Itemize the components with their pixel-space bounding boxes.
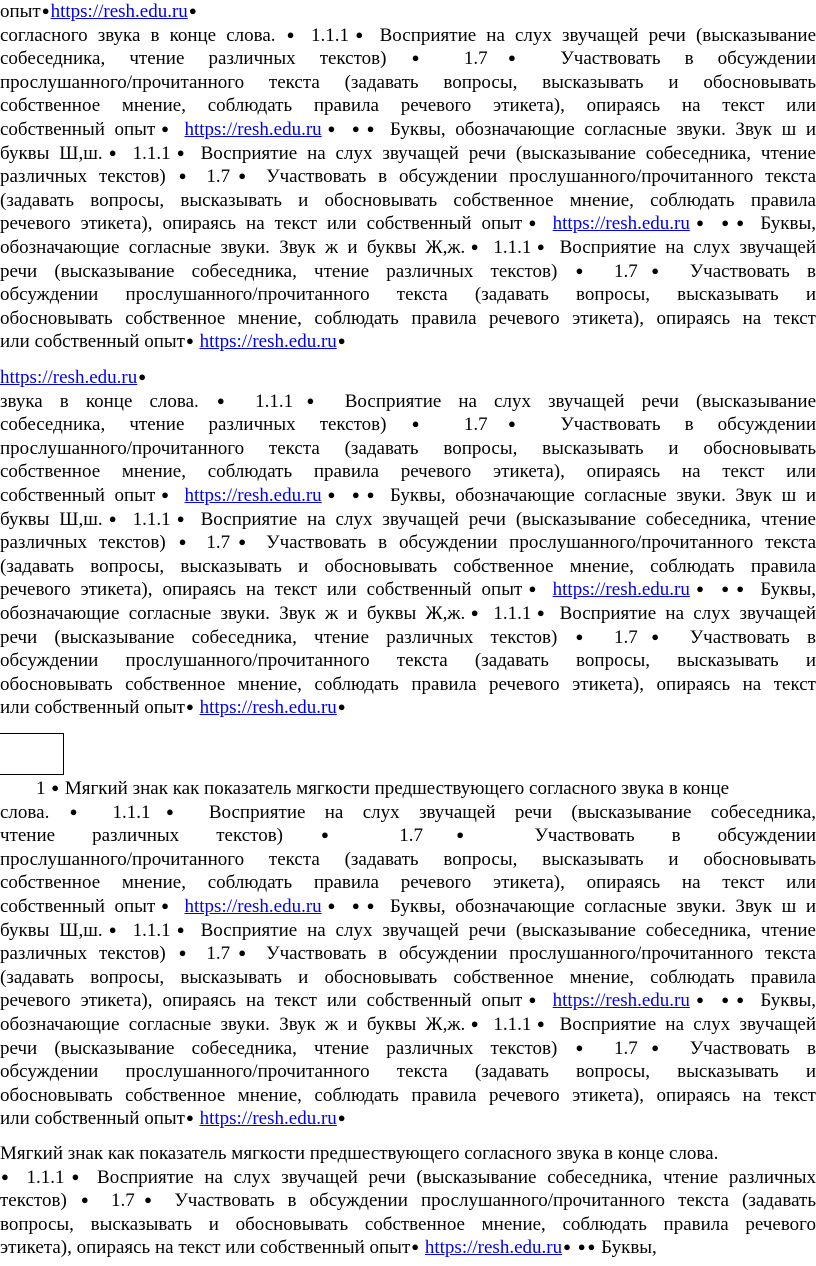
- text-segment: [543, 990, 553, 1011]
- text-segment: речи (высказывание собеседника, чтение различных текстов): [0, 260, 575, 282]
- text-segment: Участвовать в обсуждении: [497, 825, 816, 847]
- text-segment: обозначающие согласные звуки. Звук ж и буквы Ж,ж.: [0, 1013, 466, 1035]
- text-segment: [572, 1237, 577, 1258]
- text-segment: Буквы, обозначающие согласные звуки. Звук ш и: [380, 484, 816, 506]
- bullet-icon: ●: [322, 120, 341, 136]
- text-segment: 1.1.1: [238, 390, 294, 412]
- text-segment: этикета), опираясь на текст или собственный опыт: [0, 1237, 411, 1259]
- text-segment: Участвовать в обсуждении: [536, 414, 816, 436]
- bullet-icon: ●: [337, 699, 346, 715]
- bullet-icon: ●: [411, 50, 439, 66]
- resh-link[interactable]: https://resh.edu.ru: [184, 484, 322, 506]
- text-segment: собственный опыт: [0, 484, 156, 506]
- bullet-icon: ●: [523, 215, 542, 231]
- text-segment: Участвовать в: [672, 1037, 816, 1059]
- text-segment: буквы Ш,ш.: [0, 142, 103, 164]
- bullet-icon: ●: [532, 604, 550, 620]
- text-segment: буквы Ш,ш.: [0, 508, 103, 530]
- text-segment: собеседника, чтение различных текстов): [0, 414, 411, 436]
- text-segment: 1.7: [439, 48, 488, 70]
- bullet-icon: ●: [575, 262, 596, 278]
- text-segment: прослушанного/прочитанного текста (задавать вопросы, высказывать и обосновывать: [0, 71, 816, 93]
- text-segment: [710, 213, 720, 234]
- bullet-icon: ●: [178, 534, 194, 550]
- text-line: [0, 989, 816, 1013]
- text-line: [0, 1084, 816, 1108]
- bullet-icon: ●: [638, 628, 672, 644]
- text-line: [0, 212, 816, 236]
- text-segment: собственное мнение, соблюдать правила речевого этикета), опираясь на текст или: [0, 872, 816, 894]
- text-line: [0, 1189, 816, 1213]
- bullet-icon: ●: [185, 333, 194, 349]
- text-segment: буквы Ш,ш.: [0, 919, 103, 941]
- text-segment: 1.1.1: [15, 1166, 65, 1188]
- bullet-icon: ●: [466, 1015, 484, 1031]
- text-segment: собственный опыт: [0, 118, 156, 140]
- text-segment: [46, 778, 51, 799]
- text-segment: обосновывать собственное мнение, соблюдать правила речевого этикета), опираясь на текст: [0, 307, 816, 329]
- bullet-icon: ●: [65, 1168, 86, 1184]
- text-line: [0, 649, 816, 673]
- bullet-icon: ●: [185, 699, 194, 715]
- text-line: [0, 484, 816, 508]
- bullet-icon: ●: [231, 945, 254, 961]
- bullet-icon: ●: [178, 945, 194, 961]
- text-segment: прослушанного/прочитанного текста (задавать вопросы, высказывать и обосновывать: [0, 437, 816, 459]
- text-segment: речевого этикета), опираясь на текст или собственный опыт: [0, 579, 523, 601]
- text-segment: [341, 485, 351, 506]
- text-segment: обсуждении прослушанного/прочитанного текста (задавать вопросы, высказывать и: [0, 284, 816, 306]
- bullet-icon: ●: [322, 897, 341, 913]
- bullet-icon: ●: [721, 215, 735, 231]
- text-segment: 1.7: [194, 943, 231, 965]
- bullet-icon: ●: [351, 120, 365, 136]
- text-line: [0, 0, 816, 24]
- text-segment: текстов): [0, 1190, 80, 1212]
- bullet-icon: ●: [138, 369, 147, 384]
- text-line: [0, 437, 816, 461]
- text-segment: слова.: [0, 801, 69, 823]
- text-line: [0, 531, 816, 555]
- text-line: [0, 1013, 816, 1037]
- resh-link[interactable]: https://resh.edu.ru: [424, 1237, 563, 1259]
- bullet-icon: ●: [575, 1039, 596, 1055]
- text-line: [0, 1107, 816, 1131]
- text-segment: [341, 119, 351, 140]
- bullet-icon: ●: [41, 3, 50, 18]
- text-line: [0, 118, 816, 142]
- text-segment: 1.1.1: [93, 801, 151, 823]
- bullet-icon: ●: [103, 921, 122, 937]
- text-segment: звука в конце слова.: [0, 390, 216, 412]
- text-line: [0, 555, 816, 579]
- bullet-icon: ●: [171, 921, 190, 937]
- bullet-icon: ●: [322, 486, 341, 502]
- text-segment: Восприятие на слух звучащей речи (высказывание: [369, 24, 816, 46]
- bullet-icon: ●: [587, 1239, 596, 1255]
- text-segment: различных текстов): [0, 166, 178, 188]
- text-segment: (задавать вопросы, высказывать и обосновывать собственное мнение, соблюдать правила: [0, 189, 816, 211]
- bullet-icon: ●: [411, 1239, 420, 1255]
- text-line: [0, 1213, 816, 1237]
- bullet-icon: ●: [351, 897, 365, 913]
- text-line: [0, 71, 816, 95]
- bullet-icon: ●: [577, 1239, 586, 1255]
- text-segment: (задавать вопросы, высказывать и обосновывать собственное мнение, соблюдать правила: [0, 966, 816, 988]
- bullet-icon: ●: [721, 992, 735, 1008]
- text-segment: обозначающие согласные звуки. Звук ж и буквы Ж,ж.: [0, 602, 466, 624]
- text-segment: Участвовать в обсуждении прослушанного/прочитанного текста (задавать: [161, 1190, 816, 1212]
- bullet-icon: ●: [736, 215, 750, 231]
- bullet-icon: ●: [690, 215, 710, 231]
- resh-link[interactable]: https://resh.edu.ru: [50, 1, 188, 22]
- bullet-icon: ●: [690, 992, 710, 1008]
- text-line: [0, 1142, 816, 1166]
- bullet-icon: ●: [424, 827, 497, 843]
- text-segment: обосновывать собственное мнение, соблюдать правила речевого этикета), опираясь на текст: [0, 1084, 816, 1106]
- text-segment: (задавать вопросы, высказывать и обосновывать собственное мнение, соблюдать правила: [0, 555, 816, 577]
- text-segment: прослушанного/прочитанного текста (задавать вопросы, высказывать и обосновывать: [0, 848, 816, 870]
- text-line: [0, 1060, 816, 1084]
- text-line: [0, 283, 816, 307]
- resh-link[interactable]: https://resh.edu.ru: [552, 213, 690, 235]
- text-line: [0, 777, 816, 801]
- bullet-icon: ●: [185, 1110, 194, 1126]
- text-line: [0, 47, 816, 71]
- bullet-icon: ●: [721, 581, 735, 597]
- text-line: [0, 801, 816, 825]
- bullet-icon: ●: [532, 238, 550, 254]
- text-line: [0, 508, 816, 532]
- text-segment: 1.1.1: [122, 919, 171, 941]
- resh-link[interactable]: https://resh.edu.ru: [552, 990, 690, 1012]
- text-line: [0, 1037, 816, 1061]
- text-segment: или собственный опыт: [0, 331, 185, 353]
- text-segment: 1.7: [194, 166, 231, 188]
- text-segment: 1.1.1: [122, 142, 171, 164]
- text-line: [0, 626, 816, 650]
- text-segment: собственный опыт: [0, 895, 156, 917]
- bullet-icon: ●: [337, 1110, 346, 1126]
- text-segment: речевого этикета), опираясь на текст или собственный опыт: [0, 990, 523, 1012]
- bullet-icon: ●: [188, 3, 197, 18]
- bullet-icon: ●: [575, 628, 596, 644]
- text-segment: Восприятие на слух звучащей речи (высказывание собеседника, чтение различных: [86, 1166, 816, 1188]
- bullet-icon: ●: [231, 534, 254, 550]
- text-line: [0, 189, 816, 213]
- bullet-icon: ●: [638, 1039, 672, 1055]
- text-block-1: [0, 0, 816, 354]
- text-line: [0, 1166, 816, 1190]
- text-line: [0, 848, 816, 872]
- bullet-icon: ●: [135, 1192, 161, 1208]
- text-segment: 1.1.1: [300, 24, 349, 46]
- text-segment: обсуждении прослушанного/прочитанного текста (задавать вопросы, высказывать и: [0, 650, 816, 672]
- text-segment: Восприятие на слух звучащей речи (высказывание собеседника, чтение: [190, 919, 816, 941]
- text-segment: Участвовать в обсуждении прослушанного/прочитанного текста: [254, 943, 816, 965]
- text-segment: [710, 990, 720, 1011]
- text-line: [0, 696, 816, 720]
- bullet-icon: ●: [103, 510, 122, 526]
- text-line: [0, 307, 816, 331]
- bullet-icon: ●: [156, 120, 174, 136]
- bullet-icon: ●: [366, 486, 380, 502]
- text-block-2: [0, 366, 816, 720]
- resh-link[interactable]: https://resh.edu.ru: [0, 367, 138, 388]
- bullet-icon: ●: [411, 416, 439, 432]
- resh-link[interactable]: https://resh.edu.ru: [184, 895, 322, 917]
- bullet-icon: ●: [523, 992, 542, 1008]
- bullet-icon: ●: [156, 897, 174, 913]
- list-number: 1: [36, 778, 46, 799]
- text-line: [0, 165, 816, 189]
- text-segment: Мягкий знак как показатель мягкости предшествующего согласного звука в конце слова.: [0, 1143, 719, 1164]
- text-segment: Восприятие на слух звучащей: [550, 1013, 816, 1035]
- text-segment: Участвовать в обсуждении прослушанного/прочитанного текста: [254, 532, 816, 554]
- text-segment: [543, 579, 553, 600]
- text-segment: [710, 579, 720, 600]
- resh-link[interactable]: https://resh.edu.ru: [199, 331, 337, 353]
- text-segment: Буквы,: [750, 990, 816, 1012]
- bullet-icon: ●: [80, 1192, 97, 1208]
- text-segment: опыт: [0, 1, 41, 22]
- bullet-icon: ●: [216, 392, 238, 408]
- text-segment: обозначающие согласные звуки. Звук ж и буквы Ж,ж.: [0, 236, 466, 258]
- text-segment: речи (высказывание собеседника, чтение различных текстов): [0, 1037, 575, 1059]
- text-segment: Восприятие на слух звучащей речи (высказывание собеседника, чтение: [190, 508, 816, 530]
- text-segment: Буквы,: [750, 213, 816, 235]
- text-segment: 1.7: [194, 532, 231, 554]
- bullet-icon: ●: [466, 238, 484, 254]
- text-segment: Участвовать в обсуждении: [536, 48, 816, 70]
- text-segment: Буквы, обозначающие согласные звуки. Звук ш и: [380, 895, 816, 917]
- text-line: [0, 142, 816, 166]
- bullet-icon: ●: [466, 604, 484, 620]
- text-line: [0, 24, 816, 48]
- text-segment: 1.7: [596, 260, 638, 282]
- bullet-icon: ●: [690, 581, 710, 597]
- bullet-icon: ●: [337, 333, 346, 349]
- bullet-icon: ●: [294, 392, 327, 408]
- text-segment: или собственный опыт: [0, 1108, 185, 1130]
- bullet-icon: ●: [51, 780, 60, 795]
- resh-link[interactable]: https://resh.edu.ru: [184, 118, 322, 140]
- text-line: [0, 94, 816, 118]
- bullet-icon: ●: [1, 1168, 15, 1184]
- text-line: [0, 460, 816, 484]
- text-block-3: [0, 777, 816, 1131]
- text-segment: Восприятие на слух звучащей: [550, 602, 816, 624]
- text-line: [0, 871, 816, 895]
- text-segment: 1.1.1: [484, 1013, 532, 1035]
- text-segment: речи (высказывание собеседника, чтение различных текстов): [0, 626, 575, 648]
- text-line: [0, 824, 816, 848]
- bullet-icon: ●: [151, 803, 189, 819]
- text-segment: 1.1.1: [484, 236, 532, 258]
- text-segment: обсуждении прослушанного/прочитанного текста (задавать вопросы, высказывать и: [0, 1061, 816, 1083]
- text-segment: 1.7: [596, 626, 638, 648]
- bullet-icon: ●: [178, 168, 194, 184]
- resh-link[interactable]: https://resh.edu.ru: [552, 579, 690, 601]
- bullet-icon: ●: [736, 581, 750, 597]
- text-segment: Буквы,: [750, 579, 816, 601]
- text-segment: Буквы,: [596, 1237, 657, 1259]
- text-segment: обосновывать собственное мнение, соблюдать правила речевого этикета), опираясь на текст: [0, 673, 816, 695]
- text-segment: 1.7: [596, 1037, 638, 1059]
- text-line: [0, 330, 816, 354]
- text-segment: речевого этикета), опираясь на текст или собственный опыт: [0, 213, 523, 235]
- text-segment: собственное мнение, соблюдать правила речевого этикета), опираясь на текст или: [0, 95, 816, 117]
- text-segment: согласного звука в конце слова.: [0, 24, 286, 46]
- resh-link[interactable]: https://resh.edu.ru: [199, 697, 337, 719]
- bullet-icon: ●: [171, 144, 190, 160]
- text-segment: различных текстов): [0, 943, 178, 965]
- text-segment: чтение различных текстов): [0, 825, 321, 847]
- text-line: [0, 602, 816, 626]
- text-segment: [341, 896, 351, 917]
- text-segment: собственное мнение, соблюдать правила речевого этикета), опираясь на текст или: [0, 461, 816, 483]
- text-line: [0, 578, 816, 602]
- bullet-icon: ●: [532, 1015, 550, 1031]
- text-line: [0, 919, 816, 943]
- bullet-icon: ●: [366, 897, 380, 913]
- text-segment: или собственный опыт: [0, 697, 185, 719]
- text-line: [0, 366, 816, 390]
- text-segment: 1.1.1: [484, 602, 532, 624]
- bullet-icon: ●: [638, 262, 672, 278]
- bullet-icon: ●: [523, 581, 542, 597]
- bullet-icon: ●: [563, 1239, 571, 1255]
- bullet-icon: ●: [488, 50, 536, 66]
- table-cell-border: [0, 733, 64, 775]
- bullet-icon: ●: [69, 803, 93, 819]
- resh-link[interactable]: https://resh.edu.ru: [199, 1108, 337, 1130]
- text-segment: Участвовать в: [672, 626, 816, 648]
- text-segment: Восприятие на слух звучащей: [550, 236, 816, 258]
- bullet-icon: ●: [231, 168, 254, 184]
- bullet-icon: ●: [349, 26, 369, 42]
- text-segment: вопросы, высказывать и обосновывать собственное мнение, соблюдать правила речевого: [0, 1213, 816, 1235]
- text-segment: Участвовать в обсуждении прослушанного/прочитанного текста: [254, 166, 816, 188]
- text-segment: 1.7: [439, 414, 488, 436]
- text-segment: Участвовать в: [672, 260, 816, 282]
- bullet-icon: ●: [736, 992, 750, 1008]
- text-segment: Мягкий знак как показатель мягкости предшествующего согласного звука в конце: [60, 778, 730, 799]
- text-line: [0, 390, 816, 414]
- bullet-icon: ●: [156, 486, 174, 502]
- text-line: [0, 673, 816, 697]
- text-line: [0, 236, 816, 260]
- text-line: [0, 942, 816, 966]
- text-segment: [543, 213, 553, 234]
- text-line: [0, 966, 816, 990]
- bullet-icon: ●: [351, 486, 365, 502]
- text-block-4: [0, 1142, 816, 1260]
- bullet-icon: ●: [286, 26, 300, 42]
- text-line: [0, 260, 816, 284]
- bullet-icon: ●: [366, 120, 380, 136]
- text-segment: Восприятие на слух звучащей речи (высказывание собеседника, чтение: [190, 142, 816, 164]
- bullet-icon: ●: [103, 144, 122, 160]
- text-line: [0, 413, 816, 437]
- text-segment: 1.7: [98, 1190, 135, 1212]
- bullet-icon: ●: [321, 827, 362, 843]
- text-segment: различных текстов): [0, 532, 178, 554]
- text-segment: 1.1.1: [122, 508, 171, 530]
- text-segment: Буквы, обозначающие согласные звуки. Звук ш и: [380, 118, 816, 140]
- bullet-icon: ●: [488, 416, 536, 432]
- bullet-icon: ●: [171, 510, 190, 526]
- text-segment: Восприятие на слух звучащей речи (высказывание: [327, 390, 816, 412]
- text-line: [0, 1236, 816, 1260]
- text-line: [0, 895, 816, 919]
- text-segment: 1.7: [362, 825, 423, 847]
- text-segment: Восприятие на слух звучащей речи (высказывание собеседника,: [189, 801, 816, 823]
- text-segment: собеседника, чтение различных текстов): [0, 48, 411, 70]
